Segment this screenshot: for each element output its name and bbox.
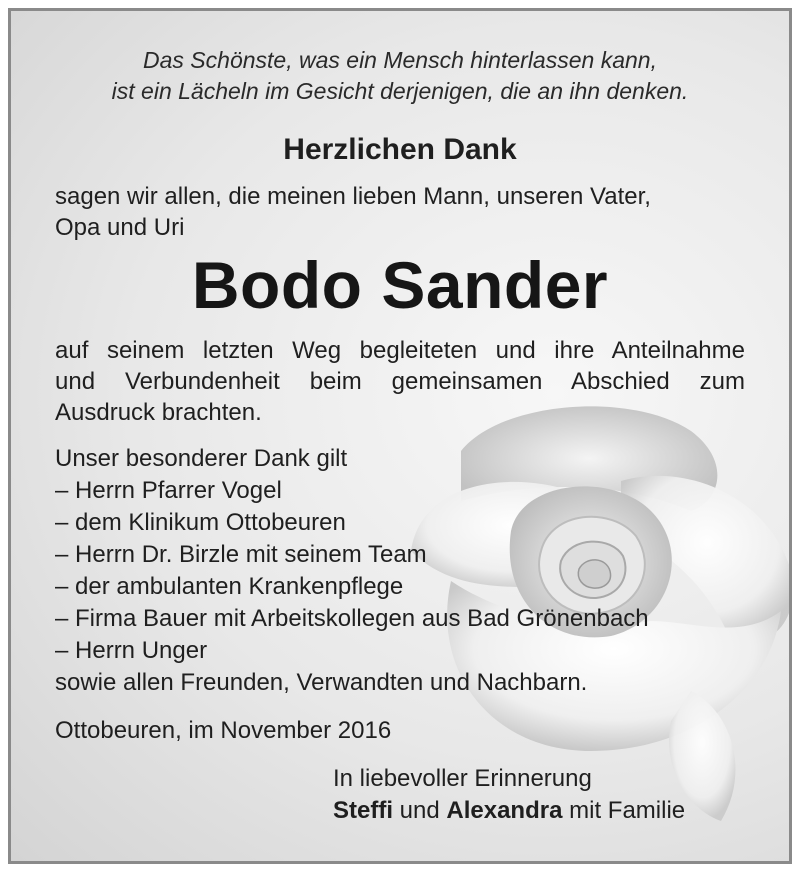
signature-name-2: Alexandra <box>446 797 563 824</box>
motto-line-1: Das Schönste, was ein Mensch hinterlassen kann, <box>143 47 657 73</box>
after-name-line-2: und Verbundenheit beim gemeinsamen Abschied zum <box>55 368 745 395</box>
signature-suffix: mit Familie <box>569 797 686 824</box>
signature-line-1: In liebevoller Erinnerung <box>333 765 592 792</box>
obituary-notice <box>8 8 792 864</box>
deceased-name: Bodo Sander <box>191 248 609 322</box>
thanks-item: – Herrn Unger <box>55 637 208 664</box>
signature-and: und <box>399 797 440 824</box>
thanks-item: – Herrn Pfarrer Vogel <box>55 477 282 504</box>
place-date: Ottobeuren, im November 2016 <box>55 717 392 744</box>
thanks-item: – Firma Bauer mit Arbeitskollegen aus Bad Grönenbach <box>55 605 649 632</box>
signature-name-1: Steffi <box>333 797 393 824</box>
heading-thanks: Herzlichen Dank <box>283 133 517 166</box>
thanks-item: – der ambulanten Krankenpflege <box>55 573 404 600</box>
signature-line-2 <box>333 797 685 825</box>
motto-line-2: ist ein Lächeln im Gesicht derjenigen, die an ihn denken. <box>111 78 689 104</box>
thanks-item: – Herrn Dr. Birzle mit seinem Team <box>55 541 427 568</box>
after-name-line-1: auf seinem letzten Weg begleiteten und ihre Anteilnahme <box>55 337 745 364</box>
intro-line-2: Opa und Uri <box>55 214 185 241</box>
after-name-line-3: Ausdruck brachten. <box>55 399 262 426</box>
thanks-intro: Unser besonderer Dank gilt <box>55 445 348 472</box>
thanks-closing: sowie allen Freunden, Verwandten und Nachbarn. <box>55 669 588 696</box>
thanks-item: – dem Klinikum Ottobeuren <box>55 509 346 536</box>
intro-line-1: sagen wir allen, die meinen lieben Mann, unseren Vater, <box>55 183 651 210</box>
